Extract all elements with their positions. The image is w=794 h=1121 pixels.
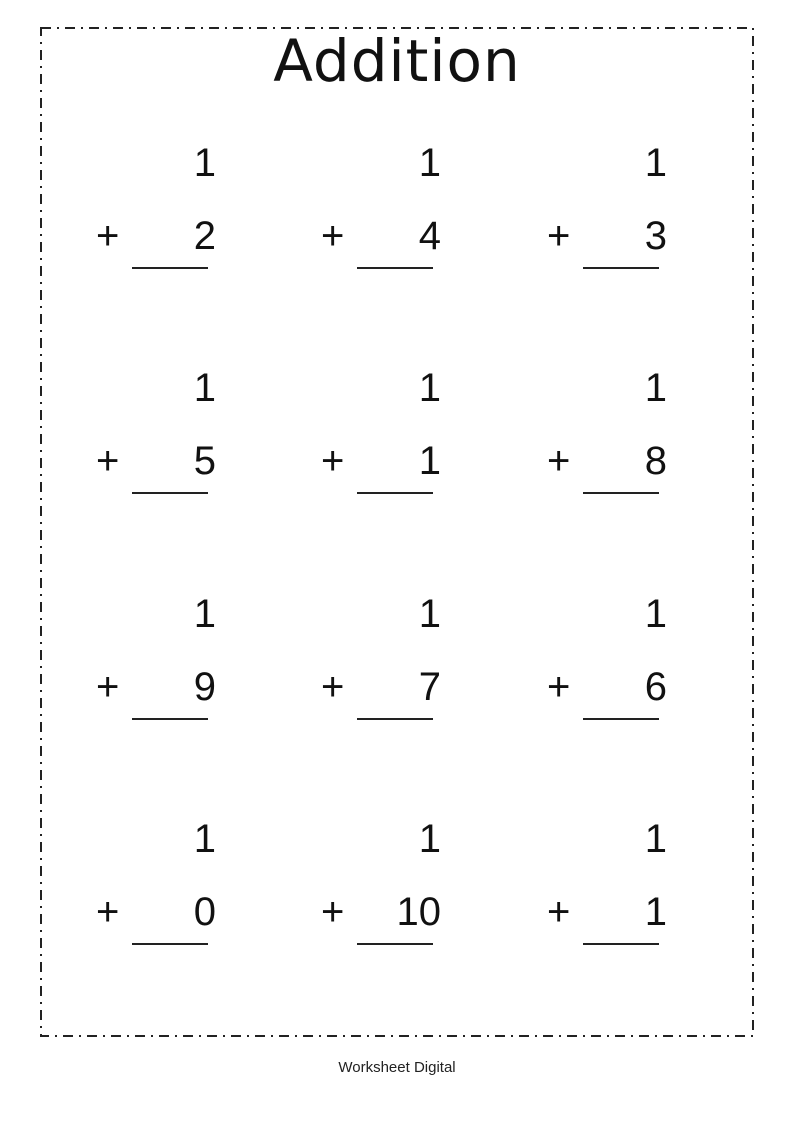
second-addend: 7 [418,665,441,709]
first-addend: 1 [193,592,216,636]
answer-line[interactable] [583,492,659,494]
first-addend: 1 [418,817,441,861]
addition-problem [321,368,461,518]
first-addend: 1 [644,366,667,410]
addition-problem [321,819,461,969]
first-addend: 1 [193,366,216,410]
plus-sign: + [96,890,120,934]
first-addend: 1 [644,592,667,636]
second-addend: 1 [418,439,441,483]
second-addend: 4 [418,214,441,258]
plus-sign: + [96,214,120,258]
answer-line[interactable] [132,267,208,269]
addition-problem [96,143,236,293]
first-addend: 1 [644,817,667,861]
first-addend: 1 [193,141,216,185]
plus-sign: + [321,439,345,483]
addition-problem [547,368,687,518]
plus-sign: + [547,439,571,483]
addition-problem [547,819,687,969]
addition-problem [547,594,687,744]
addition-problem [96,594,236,744]
first-addend: 1 [418,141,441,185]
plus-sign: + [547,665,571,709]
addition-problem [547,143,687,293]
second-addend: 10 [396,890,441,934]
second-addend: 8 [644,439,667,483]
plus-sign: + [96,439,120,483]
answer-line[interactable] [583,267,659,269]
plus-sign: + [547,890,571,934]
second-addend: 1 [644,890,667,934]
addition-problem [321,594,461,744]
plus-sign: + [321,890,345,934]
first-addend: 1 [193,817,216,861]
plus-sign: + [547,214,571,258]
answer-line[interactable] [583,943,659,945]
addition-problem [321,143,461,293]
answer-line[interactable] [357,267,433,269]
plus-sign: + [321,214,345,258]
answer-line[interactable] [132,492,208,494]
answer-line[interactable] [357,718,433,720]
addition-problem [96,368,236,518]
answer-line[interactable] [357,943,433,945]
second-addend: 2 [193,214,216,258]
second-addend: 3 [644,214,667,258]
second-addend: 5 [193,439,216,483]
answer-line[interactable] [357,492,433,494]
footer-credit: Worksheet Digital [338,1059,456,1076]
worksheet-title: Addition [273,27,521,95]
first-addend: 1 [418,592,441,636]
first-addend: 1 [644,141,667,185]
answer-line[interactable] [132,718,208,720]
answer-line[interactable] [132,943,208,945]
second-addend: 0 [193,890,216,934]
second-addend: 6 [644,665,667,709]
plus-sign: + [321,665,345,709]
first-addend: 1 [418,366,441,410]
plus-sign: + [96,665,120,709]
answer-line[interactable] [583,718,659,720]
second-addend: 9 [193,665,216,709]
addition-problem [96,819,236,969]
